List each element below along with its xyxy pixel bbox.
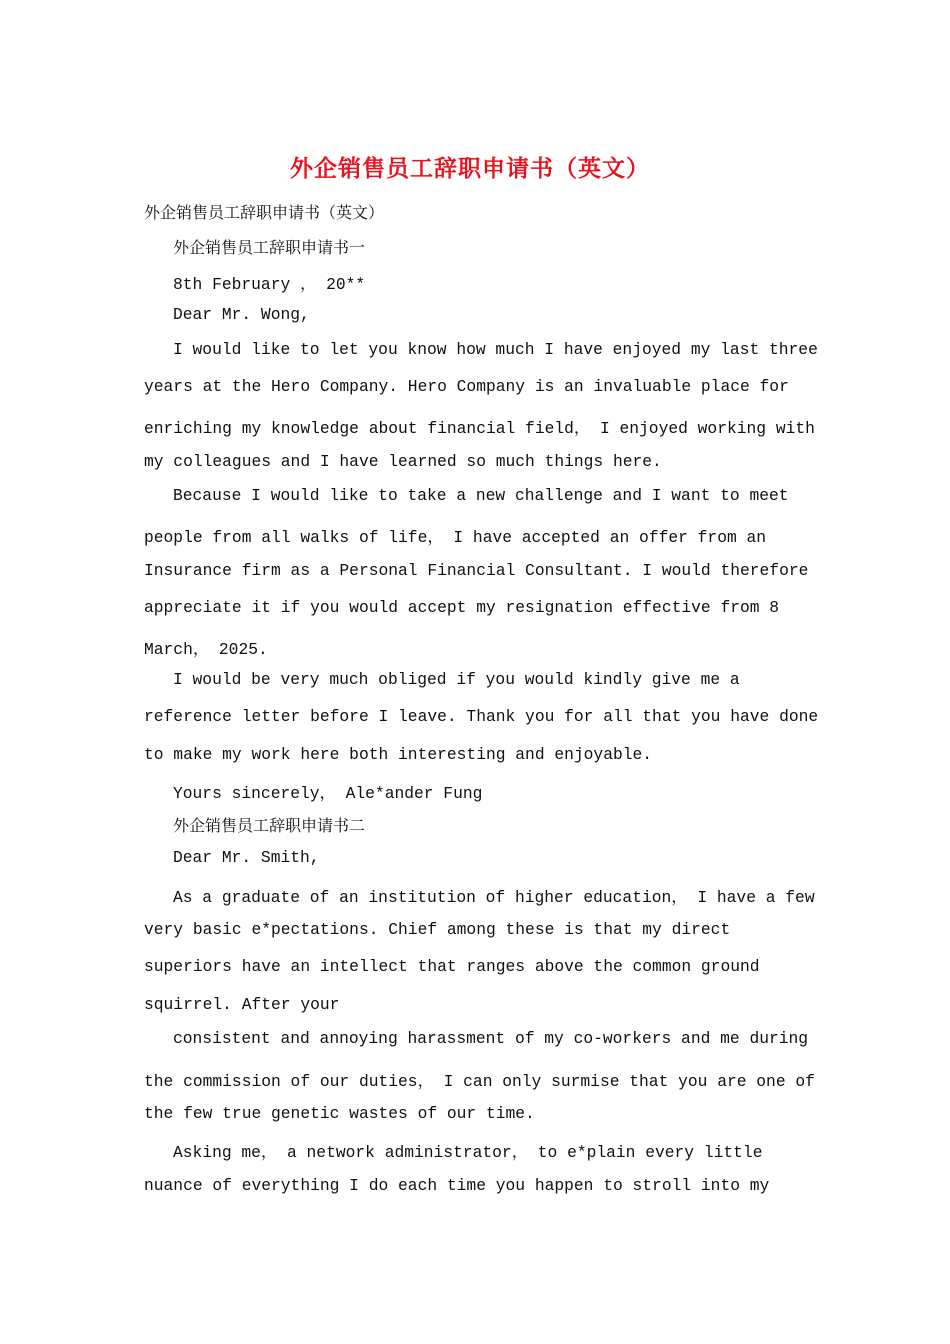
paragraph-line: nuance of everything I do each time you happen to stroll into my (144, 1176, 770, 1195)
paragraph-line: reference letter before I leave. Thank you for all that you have done (144, 707, 819, 726)
paragraph-line: people from all walks of life， I have accepted an offer from an (144, 528, 767, 547)
paragraph-line: I would be very much obliged if you would kindly give me a (173, 670, 740, 689)
paragraph-line: enriching my knowledge about financial field， I enjoyed working with (144, 419, 815, 438)
paragraph-line: the few true genetic wastes of our time. (144, 1104, 535, 1123)
paragraph-line: Insurance firm as a Personal Financial Consultant. I would therefore (144, 561, 809, 580)
paragraph-line: March， 2025. (144, 640, 268, 659)
salutation-1: Dear Mr. Wong, (173, 305, 310, 324)
section-heading-1: 外企销售员工辞职申请书一 (173, 238, 366, 257)
paragraph-line: superiors have an intellect that ranges above the common ground (144, 957, 760, 976)
paragraph-line: Asking me， a network administrator， to e*plain every little (173, 1143, 763, 1162)
paragraph-line: the commission of our duties， I can only surmise that you are one of (144, 1072, 815, 1091)
doc-subtitle: 外企销售员工辞职申请书（英文） (144, 203, 385, 222)
signature-line: Yours sincerely， Ale*ander Fung (173, 784, 483, 803)
salutation-2: Dear Mr. Smith, (173, 848, 320, 867)
section-heading-2: 外企销售员工辞职申请书二 (173, 816, 366, 835)
paragraph-line: consistent and annoying harassment of my co-workers and me during (173, 1029, 809, 1048)
paragraph-line: Because I would like to take a new challenge and I want to meet (173, 486, 789, 505)
paragraph-line: As a graduate of an institution of higher education， I have a few (173, 888, 815, 907)
letter-date: 8th February ， 20** (173, 275, 366, 294)
paragraph-line: my colleagues and I have learned so much things here. (144, 452, 662, 471)
paragraph-line: very basic e*pectations. Chief among these is that my direct (144, 920, 731, 939)
paragraph-line: appreciate it if you would accept my resignation effective from 8 (144, 598, 780, 617)
paragraph-line: I would like to let you know how much I have enjoyed my last three (173, 340, 818, 359)
paragraph-line: years at the Hero Company. Hero Company is an invaluable place for (144, 377, 789, 396)
paragraph-line: squirrel. After your (144, 995, 340, 1014)
document-title: 外企销售员工辞职申请书（英文） (290, 155, 650, 182)
paragraph-line: to make my work here both interesting and enjoyable. (144, 745, 653, 764)
